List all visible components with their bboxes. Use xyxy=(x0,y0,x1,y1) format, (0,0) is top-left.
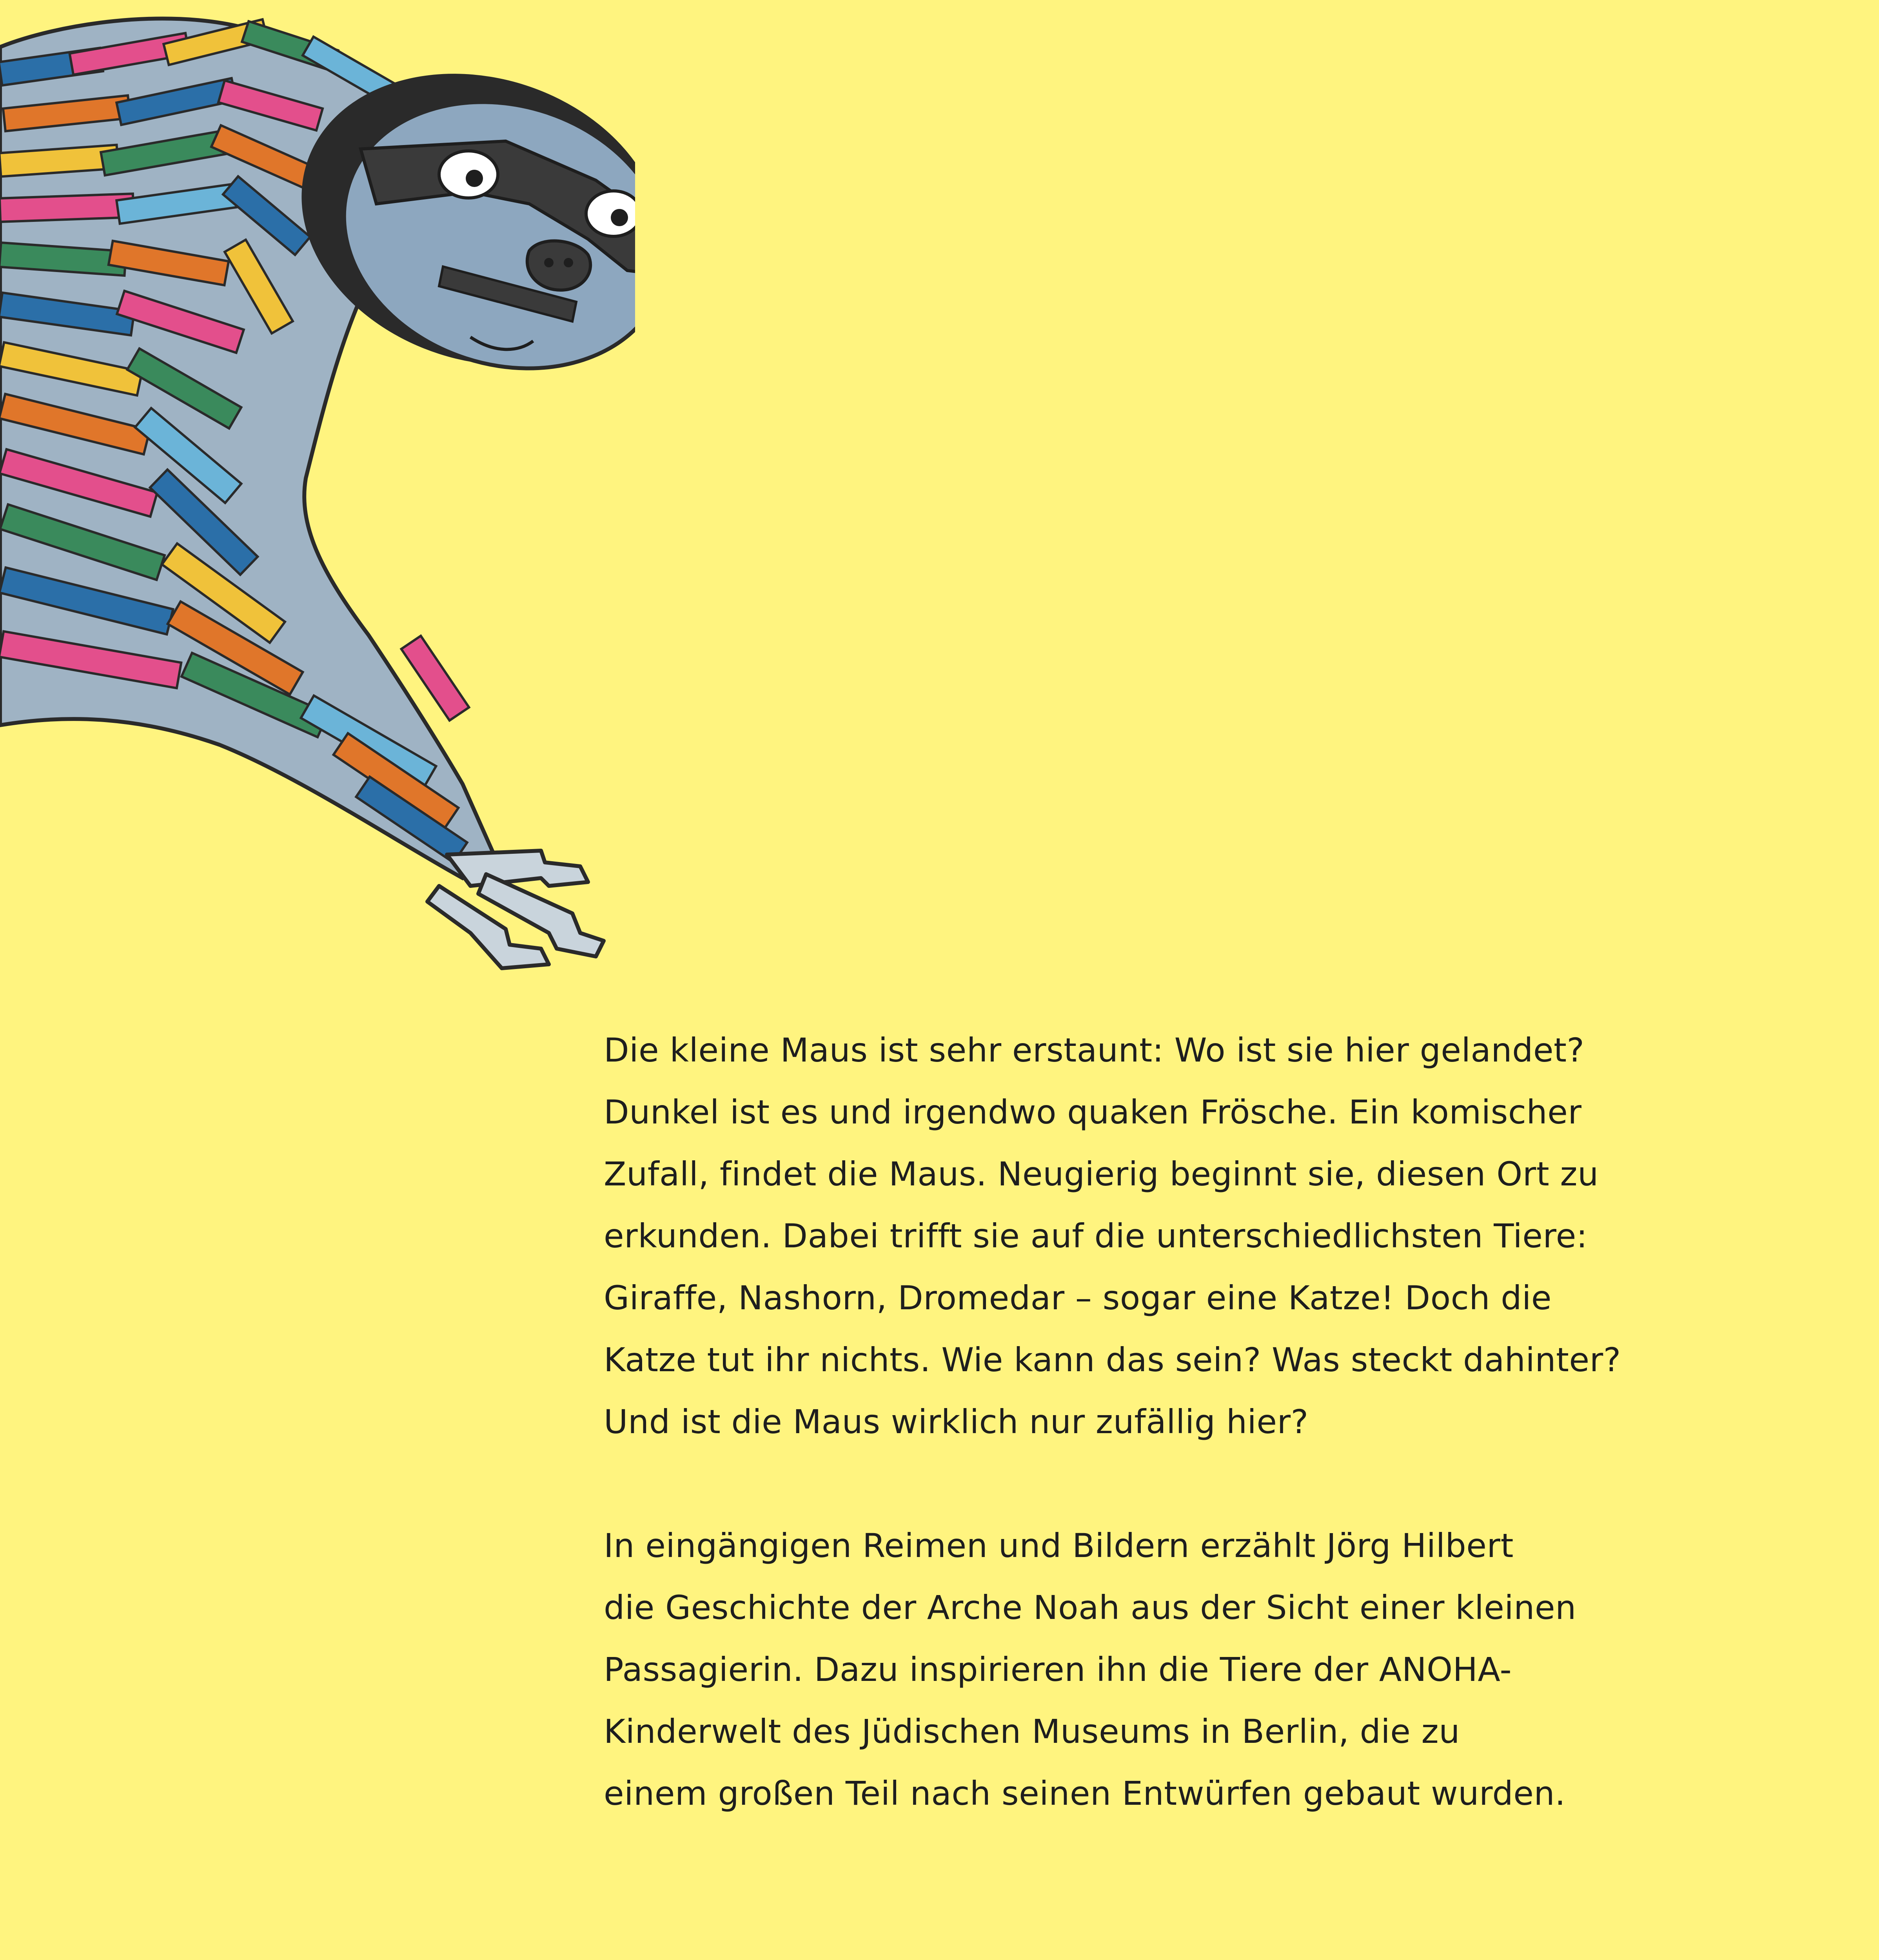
blurb-text xyxy=(604,1019,1780,1824)
sloth-eye-right xyxy=(586,191,635,236)
text-line: Und ist die Maus wirklich nur zufällig hier? xyxy=(604,1403,1309,1441)
text-line: In eingängigen Reimen und Bildern erzählt Jörg Hilbert xyxy=(604,1526,1514,1565)
text-line: Passagierin. Dazu inspirieren ihn die Tiere der ANOHA- xyxy=(604,1650,1512,1689)
sloth-illustration xyxy=(0,0,635,980)
text-line: Katze tut ihr nichts. Wie kann das sein? Was steckt dahinter? xyxy=(604,1341,1621,1379)
text-line: Giraffe, Nashorn, Dromedar – sogar eine Katze! Doch die xyxy=(604,1279,1552,1317)
text-line: erkunden. Dabei trifft sie auf die unterschiedlichsten Tiere: xyxy=(604,1217,1588,1255)
text-line: Zufall, findet die Maus. Neugierig beginnt sie, diesen Ort zu xyxy=(604,1155,1599,1193)
sloth-nose xyxy=(527,241,590,290)
text-line: Dunkel ist es und irgendwo quaken Frösche. Ein komischer xyxy=(604,1093,1582,1131)
blurb-paragraph-2 xyxy=(604,1515,1780,1824)
text-line: die Geschichte der Arche Noah aus der Sicht einer kleinen xyxy=(604,1588,1576,1627)
text-line: Die kleine Maus ist sehr erstaunt: Wo ist sie hier gelandet? xyxy=(604,1031,1585,1069)
text-line: Kinderwelt des Jüdischen Museums in Berlin, die zu xyxy=(604,1712,1460,1751)
text-line: einem großen Teil nach seinen Entwürfen gebaut wurden. xyxy=(604,1774,1566,1813)
blurb-paragraph-1 xyxy=(604,1019,1780,1453)
